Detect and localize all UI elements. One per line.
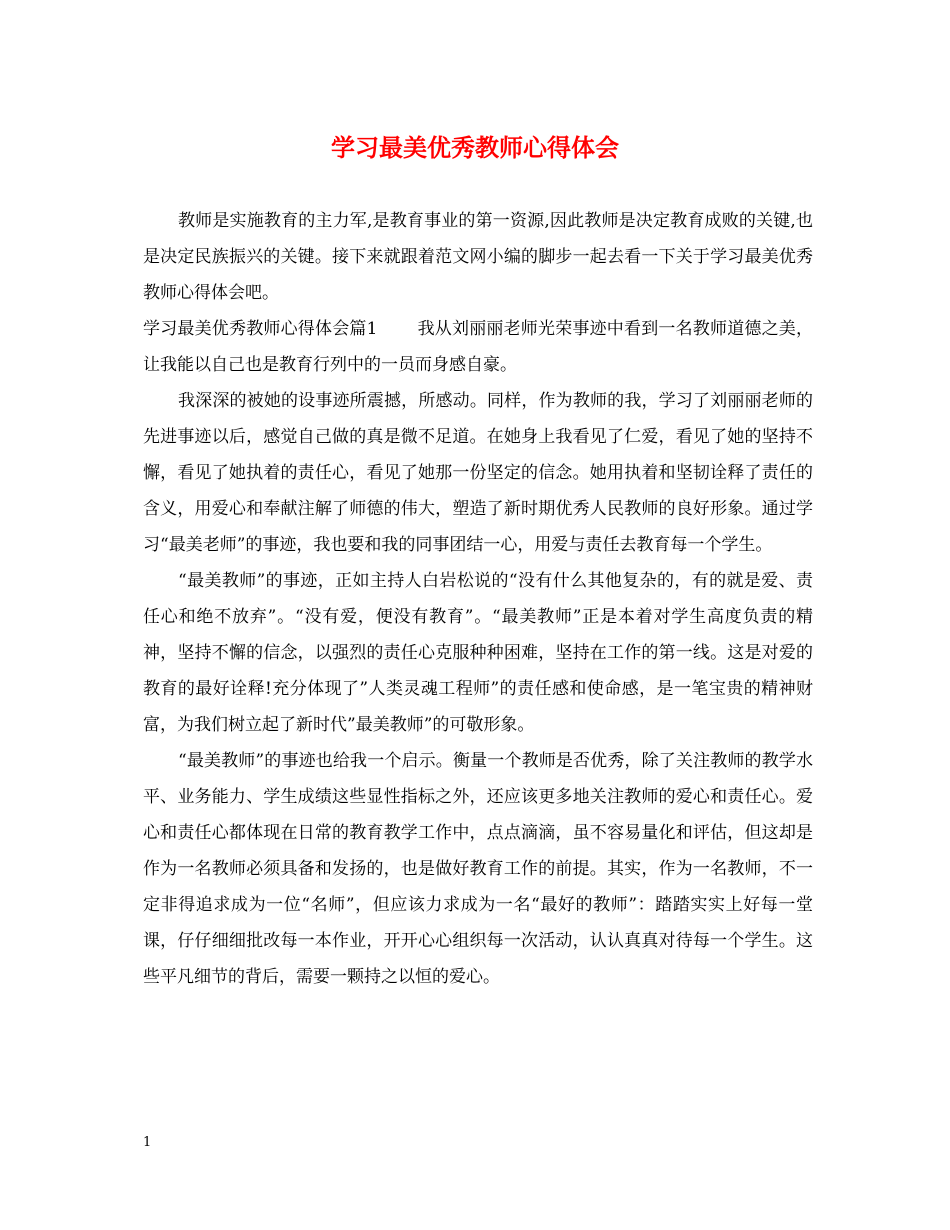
body-paragraph: “最美教师”的事迹，正如主持人白岩松说的“没有什么其他复杂的，有的就是爱、责任心和绝不放弃”。“没有爱，便没有教育”。“最美教师”正是本着对学生高度负责的精神，坚持不懈的信念，以强烈的责任心克服种种困难，坚持在工作的第一线。这是对爱的教育的最好诠释!充分体现了”人类灵魂工程师”的责任感和使命感，是一笔宝贵的精神财富，为我们树立起了新时代”最美教师”的可敬形象。 [143, 571, 813, 735]
document-body [143, 203, 813, 995]
section-first-text: 我从刘丽丽老师光荣事迹中看到一名教师道德之美，让我能以自己也是教育行列中的一员而身感自豪。 [143, 319, 813, 375]
document-title: 学习最美优秀教师心得体会 [331, 133, 619, 162]
page-number: 1 [143, 1135, 152, 1150]
section-paragraph [143, 311, 813, 383]
body-paragraph: “最美教师”的事迹也给我一个启示。衡量一个教师是否优秀，除了关注教师的教学水平、业务能力、学生成绩这些显性指标之外，还应该更多地关注教师的爱心和责任心。爱心和责任心都体现在日常的教育教学工作中，点点滴滴，虽不容易量化和评估，但这却是作为一名教师必须具备和发扬的，也是做好教育工作的前提。其实，作为一名教师，不一定非得追求成为一位“名师”，但应该力求成为一名“最好的教师”：踏踏实实上好每一堂课，仔仔细细批改每一本作业，开开心心组织每一次活动，认认真真对待每一个学生。这些平凡细节的背后，需要一颗持之以恒的爱心。 [143, 751, 813, 987]
body-paragraph: 我深深的被她的设事迹所震撼，所感动。同样，作为教师的我，学习了刘丽丽老师的先进事迹以后，感觉自己做的真是微不足道。在她身上我看见了仁爱，看见了她的坚持不懈，看见了她执着的责任心，看见了她那一份坚定的信念。她用执着和坚韧诠释了责任的含义，用爱心和奉献注解了师德的伟大，塑造了新时期优秀人民教师的良好形象。通过学习“最美老师”的事迹，我也要和我的同事团结一心，用爱与责任去教育每一个学生。 [143, 391, 813, 555]
intro-paragraph: 教师是实施教育的主力军,是教育事业的第一资源,因此教师是决定教育成败的关键,也是决定民族振兴的关键。接下来就跟着范文网小编的脚步一起去看一下关于学习最美优秀教师心得体会吧。 [143, 211, 813, 303]
section-heading: 学习最美优秀教师心得体会篇1 [143, 319, 378, 339]
